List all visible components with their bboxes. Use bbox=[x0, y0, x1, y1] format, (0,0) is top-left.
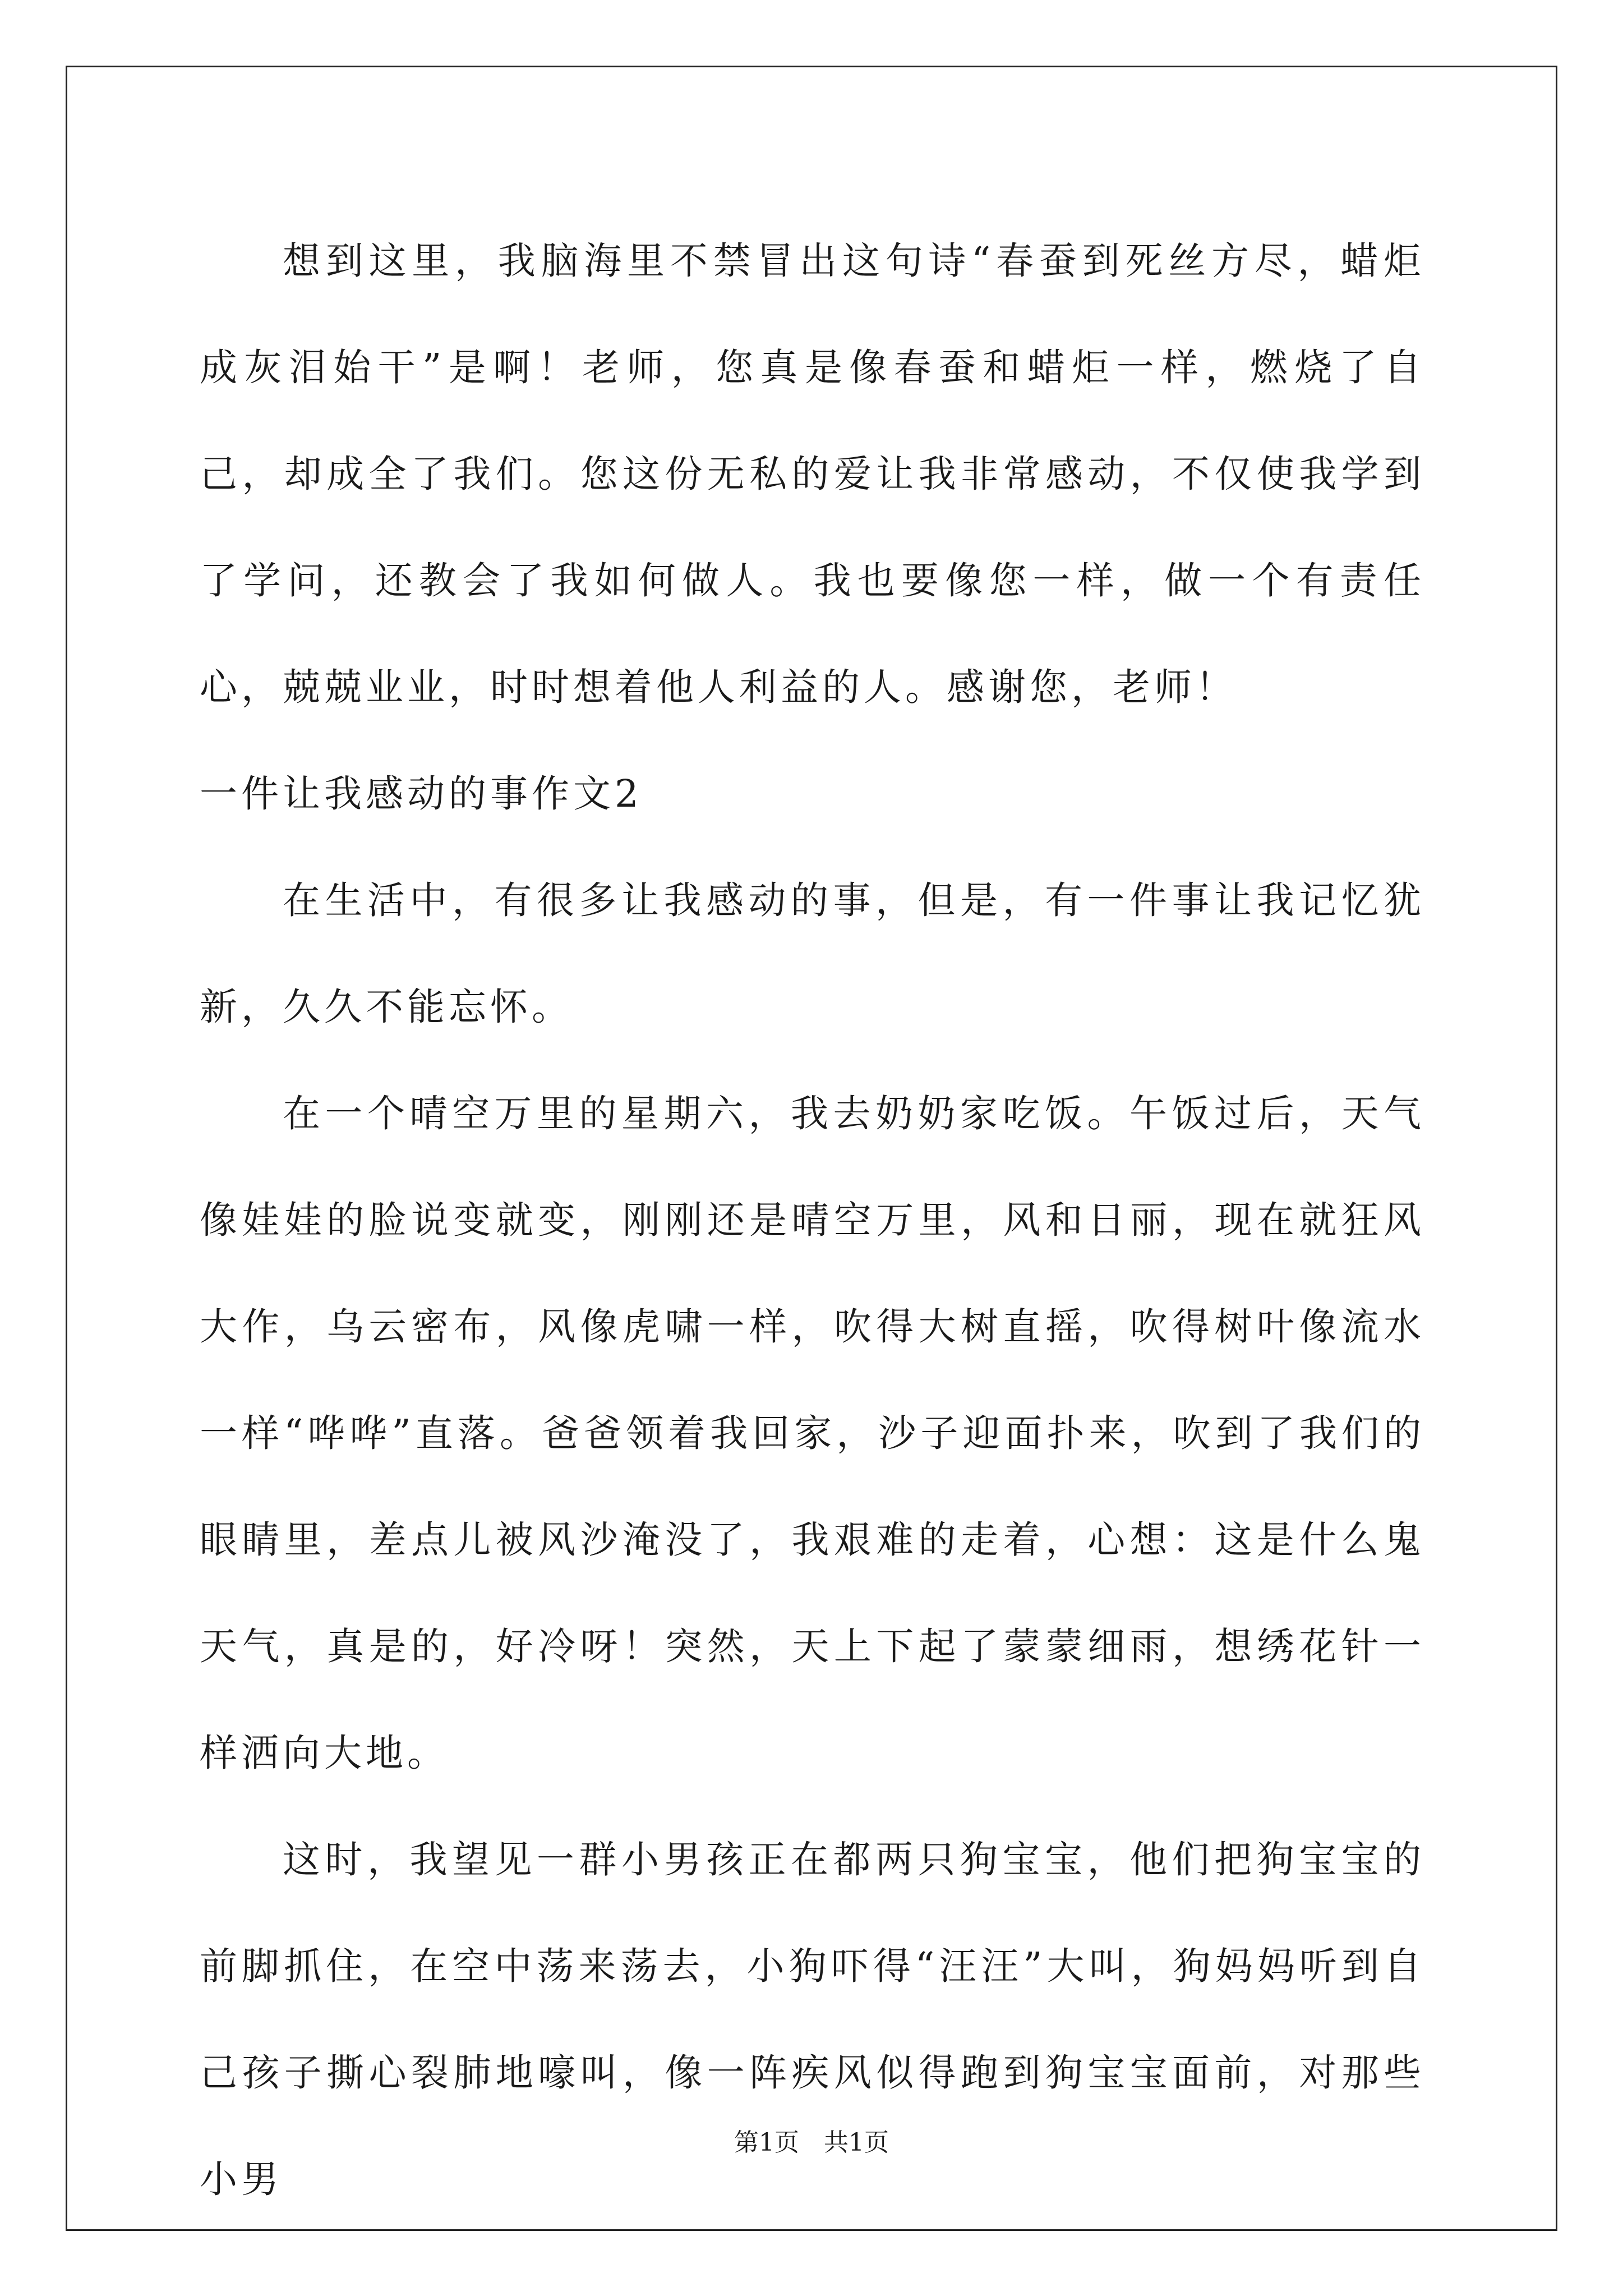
paragraph-1: 想到这里，我脑海里不禁冒出这句诗“春蚕到死丝方尽，蜡炬成灰泪始干”是啊！老师，您真是像春蚕和蜡炬一样，燃烧了自己，却成全了我们。您这份无私的爱让我非常感动，不仅使我学到了学问，还教会了我如何做人。我也要像您一样，做一个有责任心，兢兢业业，时时想着他人利益的人。感谢您，老师！ bbox=[200, 239, 1425, 709]
paragraph-2: 在生活中，有很多让我感动的事，但是，有一件事让我记忆犹新，久久不能忘怀。 bbox=[200, 878, 1425, 1029]
document-body bbox=[200, 208, 1425, 2233]
page-footer: 第1页 共1页 bbox=[734, 2128, 889, 2157]
paragraph-4: 这时，我望见一群小男孩正在都两只狗宝宝，他们把狗宝宝的前脚抓住，在空中荡来荡去，小狗吓得“汪汪”大叫，狗妈妈听到自己孩子撕心裂肺地嚎叫，像一阵疾风似得跑到狗宝宝面前，对那些小男 bbox=[200, 1838, 1425, 2201]
section-heading: 一件让我感动的事作文2 bbox=[200, 772, 643, 816]
paragraph-3: 在一个晴空万里的星期六，我去奶奶家吃饭。午饭过后，天气像娃娃的脸说变就变，刚刚还是晴空万里，风和日丽，现在就狂风大作，乌云密布，风像虎啸一样，吹得大树直摇，吹得树叶像流水一样“哗哗”直落。爸爸领着我回家，沙子迎面扑来，吹到了我们的眼睛里，差点儿被风沙淹没了，我艰难的走着，心想：这是什么鬼天气，真是的，好冷呀！突然，天上下起了蒙蒙细雨，想绣花针一样洒向大地。 bbox=[200, 1092, 1425, 1775]
